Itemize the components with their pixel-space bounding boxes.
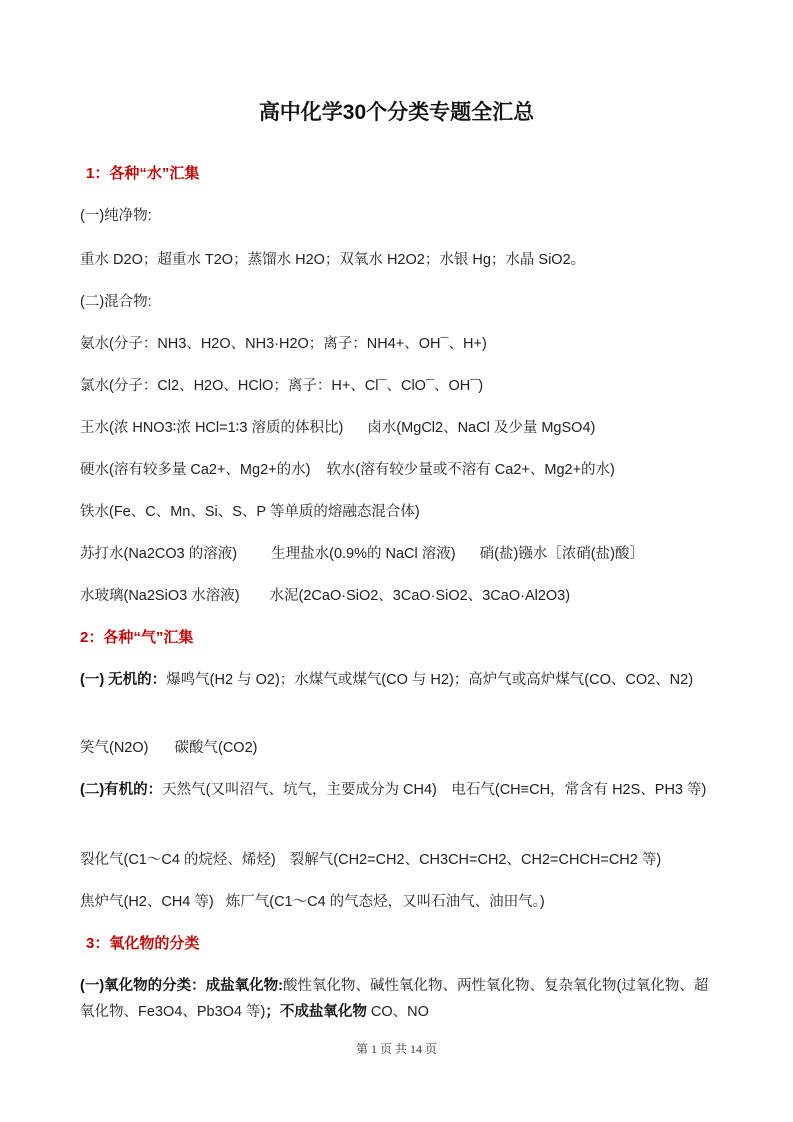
gas-line (80, 735, 720, 761)
gas-line (80, 889, 720, 915)
mix-item: 软水(溶有较少量或不溶有 Ca2+、Mg2+的水) (326, 462, 615, 478)
gas-inorganic (80, 667, 720, 693)
pure-list: 重水 D2O；超重水 T2O；蒸馏水 H2O；双氧水 H2O2；水银 Hg；水晶 SiO2。 (80, 252, 586, 268)
mix-item: 王水(浓 HNO3∶浓 HCl=1∶3 溶质的体积比) (80, 420, 344, 436)
section-heading-1: 1：各种“水”汇集 (86, 165, 200, 182)
mix-line (80, 541, 720, 567)
gas-item: 裂解气(CH2=CH2、CH3CH=CH2、CH2=CHCH=CH2 等) (289, 852, 662, 868)
section-heading-2: 2：各种“气”汇集 (80, 629, 194, 646)
oxide-text: 酸性氧化物、碱性氧化物、两性氧化物、复杂氧化物(过氧化物、超氧化物、Fe3O4、Pb3O4 等) (80, 978, 709, 1020)
gas-line (80, 847, 720, 873)
mix-item: 硝(盐)镪水［浓硝(盐)酸］ (479, 546, 644, 562)
mix-line: 氨水(分子：NH3、H2O、NH3·H2O；离子：NH4+、OH¯、H+) (80, 336, 487, 352)
mix-item: 生理盐水(0.9%的 NaCl 溶液) (271, 546, 456, 562)
mix-line (80, 415, 720, 441)
non-salt-oxide-label: ；不成盐氧化物 (265, 1004, 367, 1020)
organic-text: 天然气(又叫沼气、坑气，主要成分为 CH4) 电石气(CH≡CH，常含有 H2S、PH3 等) (162, 782, 707, 798)
mix-line: 铁水(Fe、C、Mn、Si、S、P 等单质的熔融态混合体) (80, 504, 420, 520)
organic-label: (二)有机的： (80, 782, 163, 798)
page-footer: 第 1 页 共 14 页 (355, 1042, 437, 1056)
gas-item: 裂化气(C1～C4 的烷烃、烯烃) (80, 852, 276, 868)
oxide-tail: CO、NO (366, 1004, 429, 1020)
mix-item: 苏打水(Na2CO3 的溶液) (80, 546, 238, 562)
gas-organic (80, 777, 720, 803)
mix-item: 卤水(MgCl2、NaCl 及少量 MgSO4) (367, 420, 596, 436)
gas-item: 炼厂气(C1～C4 的气态烃，又叫石油气、油田气。) (225, 894, 545, 910)
mix-line (80, 583, 720, 609)
pure-label: (一)纯净物: (80, 208, 152, 224)
oxide-label: (一)氧化物的分类： (80, 978, 206, 994)
inorganic-text: 爆鸣气(H2 与 O2)；水煤气或煤气(CO 与 H2)；高炉气或高炉煤气(CO、CO2、N2) (166, 672, 694, 688)
gas-item: 焦炉气(H2、CH4 等) (80, 894, 214, 910)
oxide-paragraph (80, 973, 720, 1025)
gas-item: 笑气(N2O) (80, 740, 149, 756)
mix-line (80, 457, 720, 483)
mix-label: (二)混合物: (80, 294, 152, 310)
mix-item: 水玻璃(Na2SiO3 水溶液) (80, 588, 240, 604)
mix-line: 氯水(分子：Cl2、H2O、HClO；离子：H+、Cl¯、ClO¯、OH¯) (80, 378, 484, 394)
salt-oxide-label: 成盐氧化物: (205, 978, 284, 994)
inorganic-label: (一) 无机的： (80, 672, 167, 688)
gas-item: 碳酸气(CO2) (174, 740, 258, 756)
mix-item: 水泥(2CaO·SiO2、3CaO·SiO2、3CaO·Al2O3) (269, 588, 571, 604)
page-title: 高中化学30个分类专题全汇总 (258, 101, 535, 124)
section-heading-3: 3：氧化物的分类 (86, 935, 200, 952)
mix-item: 硬水(溶有较多量 Ca2+、Mg2+的水) (80, 462, 311, 478)
